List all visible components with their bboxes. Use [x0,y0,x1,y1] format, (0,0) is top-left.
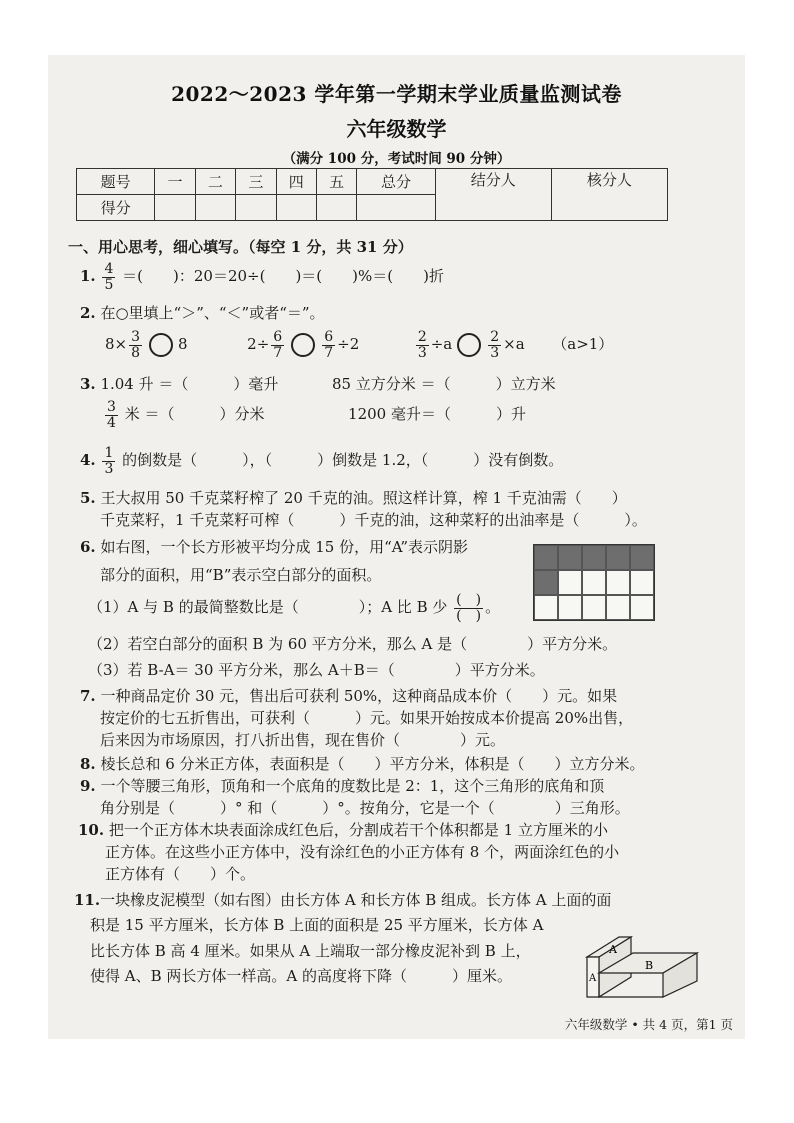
fraction-numerator: 6 [273,329,283,345]
question-number: 9. [80,777,96,795]
question-3-line-2 [103,400,526,430]
question-text: 如右图，一个长方形被平均分成 15 份，用“A”表示阴影 [100,538,469,556]
question-text: 在○里填上“＞”、“＜”或者“＝”。 [100,304,325,322]
grid-cell-shaded [606,545,630,570]
fraction [416,330,429,360]
expr-text: 8× [105,335,128,354]
grid-cell-blank [534,595,558,620]
grid-cell-blank [630,595,654,620]
section-1-heading: 一、用心思考，细心填写。（每空 1 分，共 31 分） [68,238,413,256]
grid-cell-shaded [558,545,582,570]
grid-cell-blank [630,570,654,595]
score-cell: 三 [236,169,276,195]
fraction-denominator: 3 [104,460,114,477]
fraction-numerator: 3 [131,329,141,345]
fraction-numerator: ( ) [456,592,482,608]
score-cell: 结分人 [435,169,551,221]
fraction-blank [454,593,483,623]
score-cell: 核分人 [551,169,667,221]
fraction-numerator: 2 [490,329,500,345]
score-cell: 五 [316,169,356,195]
fig-label-a: A [609,943,617,956]
question-2-expressions [105,330,613,360]
question-text: ＝( )：20＝20÷( )＝( )%＝( )折 [122,267,444,286]
expr-text: ×a [503,335,525,354]
question-4 [80,446,563,476]
shaded-rectangle-grid [533,544,655,621]
score-blank [195,195,235,221]
question-9-line-1 [80,777,604,795]
fraction [322,330,335,360]
question-number: 4. [80,451,96,470]
question-number: 1. [80,267,96,286]
question-text: 棱长总和 6 分米正方体，表面积是（ ）平方分米，体积是（ ）立方分米。 [100,755,645,773]
grid-cell-blank [582,595,606,620]
expr-text: 2÷ [247,335,270,354]
question-6-part-3: （3）若 B-A＝ 30 平方分米，那么 A＋B＝（ ）平方分米。 [88,661,545,679]
score-blank [276,195,316,221]
fig-label-a-side: A [589,973,597,984]
fraction [488,330,501,360]
fraction-denominator: 8 [131,344,141,361]
grid-cell-shaded [630,545,654,570]
fraction-denominator: 7 [273,344,283,361]
clay-model-figure [585,933,703,1001]
question-9-line-2: 角分别是（ ）° 和（ ）°。按角分，它是一个（ ）三角形。 [100,799,630,817]
score-blank [316,195,356,221]
question-number: 11. [74,891,101,909]
page-footer: 六年级数学 • 共 4 页，第1 页 [564,1017,733,1032]
fraction-denominator: 4 [107,414,116,431]
question-number: 2. [80,304,96,322]
compare-circle-blank[interactable] [149,333,173,357]
fraction-denominator: 5 [104,276,114,293]
expr-text: ÷a [430,335,453,354]
question-7-line-2: 按定价的七五折售出，可获利（ ）元。如果开始按成本价提高 20%出售， [100,709,634,727]
question-number: 6. [80,538,96,556]
question-2 [80,304,325,322]
question-text: 1.04 升 ＝（ ）毫升 [100,375,279,393]
grid-cell-shaded [582,545,606,570]
question-text: 把一个正方体木块表面涂成红色后，分割成若干个体积都是 1 立方厘米的小 [108,821,608,839]
score-cell: 总分 [357,169,435,195]
grid-cell-blank [606,570,630,595]
fraction-numerator: 2 [417,329,427,345]
score-blank [236,195,276,221]
fraction-denominator: ( ) [456,607,482,624]
score-cell: 二 [195,169,235,195]
fig-label-b: B [645,959,654,972]
question-11-line-2: 积是 15 平方厘米，长方体 B 上面的面积是 25 平方厘米，长方体 A [90,916,544,934]
question-11-line-1 [74,891,611,909]
grid-cell-blank [582,570,606,595]
question-1 [80,262,444,292]
question-text: 的倒数是（ ），（ ）倒数是 1.2，（ ）没有倒数。 [122,451,564,470]
fraction-numerator: 4 [104,261,114,277]
fraction-numerator: 6 [324,329,334,345]
exam-paper [48,55,745,1039]
question-10-line-1 [78,821,608,839]
fraction-denominator: 3 [417,344,427,361]
score-table [76,168,668,221]
question-text: 。 [485,598,501,617]
fraction-denominator: 3 [490,344,500,361]
grid-cell-shaded [534,545,558,570]
fraction [129,330,142,360]
question-text: 一块橡皮泥模型（如右图）由长方体 A 和长方体 B 组成。长方体 A 上面的面 [100,891,612,909]
question-6-part-2: （2）若空白部分的面积 B 为 60 平方分米，那么 A 是（ ）平方分米。 [88,635,618,653]
question-text: 1200 毫升＝（ ）升 [348,405,526,424]
question-text: 王大叔用 50 千克菜籽榨了 20 千克的油。照这样计算，榨 1 千克油需（ ） [100,489,627,507]
question-number: 3. [80,375,96,393]
compare-circle-blank[interactable] [457,333,481,357]
fraction [271,330,284,360]
compare-circle-blank[interactable] [291,333,315,357]
question-3-line-1 [80,375,556,393]
question-11-line-3: 比长方体 B 高 4 厘米。如果从 A 上端取一部分橡皮泥补到 B 上， [90,942,531,960]
score-blank [155,195,195,221]
grid-cell-shaded [534,570,558,595]
grid-cell-blank [558,595,582,620]
score-cell: 得分 [77,195,155,221]
question-5-line-2: 千克菜籽，1 千克菜籽可榨（ ）千克的油，这种菜籽的出油率是（ ）。 [100,511,647,529]
fraction-denominator: 7 [324,344,334,361]
score-cell: 四 [276,169,316,195]
question-8 [80,755,645,773]
question-7-line-3: 后来因为市场原因，打八折出售，现在售价（ ）元。 [100,731,506,749]
score-cell: 一 [155,169,195,195]
question-text: （1）A 与 B 的最简整数比是（ ）；A 比 B 少 [88,598,448,617]
question-number: 8. [80,755,96,773]
question-10-line-3: 正方体有（ ）个。 [105,865,256,883]
question-text: 一个等腰三角形，顶角和一个底角的度数比是 2：1，这个三角形的底角和顶 [100,777,605,795]
fraction-numerator: 1 [104,445,114,461]
fraction [102,446,115,476]
question-number: 10. [78,821,105,839]
expr-text: ÷2 [337,335,360,354]
grid-cell-blank [558,570,582,595]
fraction [102,262,115,292]
question-text: 一种商品定价 30 元，售出后可获利 50%，这种商品成本价（ ）元。如果 [100,687,618,705]
exam-title: 2022～2023 学年第一学期末学业质量监测试卷 [171,82,622,106]
score-table-header-row [77,169,668,195]
question-7-line-1 [80,687,617,705]
question-6-line-2: 部分的面积，用“B”表示空白部分的面积。 [100,566,382,584]
expr-text: 8 [178,335,188,354]
question-5-line-1 [80,489,627,507]
question-number: 7. [80,687,96,705]
exam-subject: 六年级数学 [346,117,447,141]
question-6-part-1 [88,593,500,623]
score-blank [357,195,435,221]
question-11-line-4: 使得 A、B 两长方体一样高。A 的高度将下降（ ）厘米。 [90,967,512,985]
exam-info: （满分 100 分，考试时间 90 分钟） [282,151,511,167]
question-text: 85 立方分米 ＝（ ）立方米 [331,375,556,393]
question-10-line-2: 正方体。在这些小正方体中，没有涂红色的小正方体有 8 个，两面涂红色的小 [105,843,620,861]
condition-text: （a>1） [552,335,614,354]
score-cell: 题号 [77,169,155,195]
question-6-line-1 [80,538,468,556]
question-number: 5. [80,489,96,507]
fraction [105,400,118,430]
question-text: 米 ＝（ ）分米 [124,405,265,424]
fraction-numerator: 3 [107,399,116,415]
grid-cell-blank [606,595,630,620]
